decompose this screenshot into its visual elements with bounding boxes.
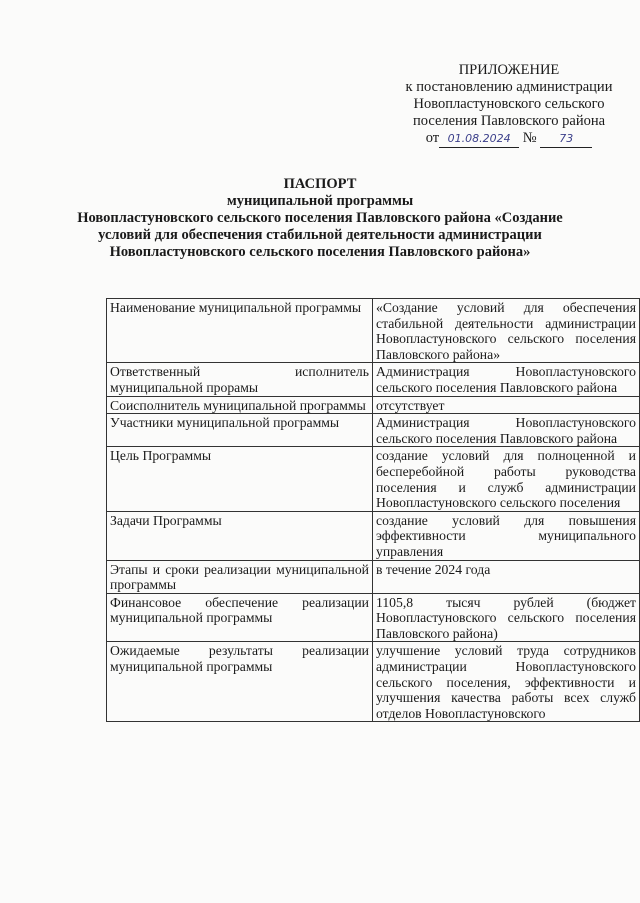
appendix-line-3: поселения Павловского района: [412, 113, 606, 129]
table-row: [107, 396, 640, 414]
date-underline: [439, 130, 519, 148]
row-label: Участники муниципальной программы: [107, 414, 373, 447]
appendix-date-line: [380, 130, 638, 148]
row-label: Финансовое обеспечение реализации муниципальной программы: [107, 593, 373, 642]
row-label: Задачи Программы: [107, 511, 373, 560]
title-line-2: муниципальной программы: [226, 193, 414, 209]
appendix-line-1: к постановлению администрации: [405, 79, 613, 95]
handwritten-date: 01.08.2024: [447, 132, 511, 145]
table-row: [107, 642, 640, 722]
from-label: от: [425, 130, 440, 146]
row-label: Цель Программы: [107, 447, 373, 511]
table-row: [107, 414, 640, 447]
appendix-line-2: Новопластуновского сельского: [413, 96, 605, 112]
table-row: [107, 299, 640, 363]
row-label: Наименование муниципальной программы: [107, 299, 373, 363]
table-row: [107, 560, 640, 593]
handwritten-number: 73: [559, 132, 574, 145]
row-value: создание условий для повышения эффективности муниципального управления: [373, 511, 640, 560]
number-underline: [540, 130, 592, 148]
row-label: Ответственный исполнитель муниципальной прорамы: [107, 363, 373, 396]
passport-table: [106, 298, 640, 722]
title-line-5: Новопластуновского сельского поселения Павловского района»: [109, 244, 531, 260]
table-row: [107, 363, 640, 396]
row-value: 1105,8 тысяч рублей (бюджет Новопластуновского сельского поселения Павловского района): [373, 593, 640, 642]
row-value: «Создание условий для обеспечения стабильной деятельности администрации Новопластуновского сельского поселения Павловского района»: [373, 299, 640, 363]
row-value: Администрация Новопластуновского сельского поселения Павловского района: [373, 363, 640, 396]
appendix-block: [380, 62, 638, 148]
number-label: №: [522, 130, 537, 146]
table-row: [107, 447, 640, 511]
row-value: отсутствует: [373, 396, 640, 414]
title-line-4: условий для обеспечения стабильной деятельности администрации: [98, 227, 542, 243]
table-row: [107, 511, 640, 560]
row-label: Соисполнитель муниципальной программы: [107, 396, 373, 414]
title-line-3: Новопластуновского сельского поселения Павловского района «Создание: [77, 210, 563, 226]
row-label: Ожидаемые результаты реализации муниципальной программы: [107, 642, 373, 722]
passport-title: [60, 176, 580, 261]
appendix-heading: ПРИЛОЖЕНИЕ: [458, 62, 560, 78]
row-value: улучшение условий труда сотрудников администрации Новопластуновского сельского поселения, эффективности и улучшения качества работы всех служб отделов Новопластуновского: [373, 642, 640, 722]
title-line-1: ПАСПОРТ: [283, 176, 357, 192]
table-row: [107, 593, 640, 642]
row-value: в течение 2024 года: [373, 560, 640, 593]
row-label: Этапы и сроки реализации муниципальной программы: [107, 560, 373, 593]
row-value: создание условий для полноценной и бесперебойной работы руководства поселения и служб администрации Новопластуновского сельского поселения: [373, 447, 640, 511]
row-value: Администрация Новопластуновского сельского поселения Павловского района: [373, 414, 640, 447]
